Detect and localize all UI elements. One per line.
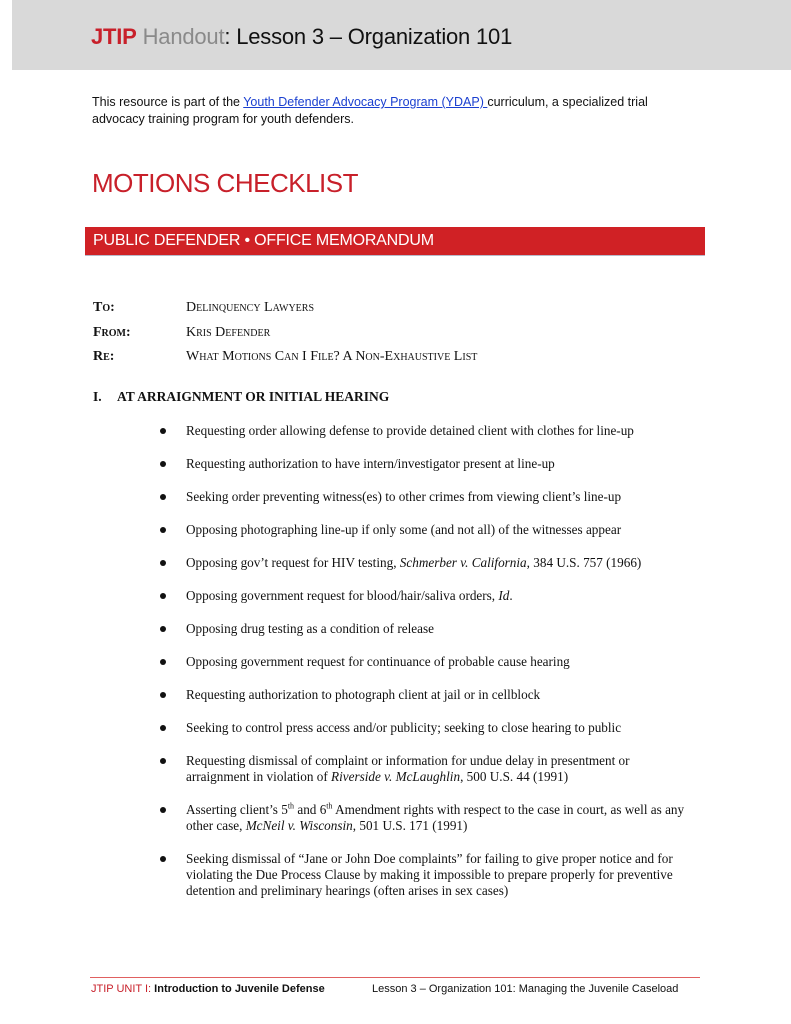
- memo-banner-text: PUBLIC DEFENDER • OFFICE MEMORANDUM: [93, 232, 434, 249]
- list-item-text: [186, 555, 696, 571]
- footer-lesson: Lesson 3 – Organization 101: Managing the Juvenile Caseload: [372, 983, 679, 995]
- footer-unit-label: JTIP UNIT I:: [91, 983, 155, 995]
- list-item-text: Seeking to control press access and/or publicity; seeking to close hearing to public: [186, 720, 622, 735]
- bullet-icon: [160, 626, 166, 632]
- bullet-icon: [160, 461, 166, 467]
- section-number: I.: [93, 389, 102, 404]
- intro-text-after: curriculum, a specialized trial advocacy training program for youth defenders.: [92, 95, 648, 126]
- bullet-icon: [160, 527, 166, 533]
- footer-unit-title: Introduction to Juvenile Defense: [154, 983, 325, 995]
- list-item-text: [186, 802, 696, 834]
- list-item-text: Requesting order allowing defense to provide detained client with clothes for line-up: [186, 423, 634, 438]
- section-heading: [93, 389, 389, 405]
- section-title: AT ARRAIGNMENT OR INITIAL HEARING: [117, 389, 390, 404]
- bullet-icon: [160, 725, 166, 731]
- header-separator: :: [224, 24, 231, 49]
- memo-to-value: Delinquency Lawyers: [186, 300, 315, 315]
- list-item-text: Requesting authorization to photograph client at jail or in cellblock: [186, 687, 541, 702]
- handout-label: Handout: [142, 24, 225, 49]
- intro-paragraph: [92, 94, 702, 128]
- case-citation: McNeil v. Wisconsin: [245, 818, 353, 833]
- list-item-text: Seeking order preventing witness(es) to other crimes from viewing client’s line-up: [186, 489, 622, 504]
- intro-text-before: This resource is part of the: [92, 95, 244, 109]
- list-item-text: Opposing drug testing as a condition of release: [186, 621, 434, 636]
- item-text: , 501 U.S. 171 (1991): [352, 818, 468, 833]
- bullet-icon: [160, 659, 166, 665]
- memo-to-label: To:: [93, 300, 115, 315]
- lesson-title: Lesson 3 – Organization 101: [230, 24, 513, 49]
- bullet-icon: [160, 593, 166, 599]
- list-item-text: Opposing photographing line-up if only some (and not all) of the witnesses appear: [186, 522, 622, 537]
- item-text: .: [509, 588, 513, 603]
- item-text: and 6: [294, 802, 327, 817]
- list-item-text: Requesting authorization to have intern/investigator present at line-up: [186, 456, 555, 471]
- memo-from-label: From:: [93, 325, 131, 340]
- bullet-icon: [160, 560, 166, 566]
- list-item-text: [186, 588, 696, 604]
- bullet-icon: [160, 428, 166, 434]
- footer-unit: [91, 983, 325, 995]
- list-item-text: [186, 753, 696, 785]
- bullet-icon: [160, 692, 166, 698]
- memo-banner: [85, 227, 705, 256]
- brand-jtip: JTIP: [91, 24, 137, 49]
- ordinal-suffix: th: [326, 801, 333, 811]
- ydap-link[interactable]: Youth Defender Advocacy Program (YDAP): [243, 95, 488, 109]
- memo-re-label: Re:: [93, 349, 115, 364]
- item-text: , 500 U.S. 44 (1991): [460, 769, 569, 784]
- memo-from-value: Kris Defender: [186, 325, 271, 340]
- bullet-icon: [160, 856, 166, 862]
- item-text: , 384 U.S. 757 (1966): [526, 555, 642, 570]
- document-title: MOTIONS CHECKLIST: [92, 168, 358, 198]
- bullet-icon: [160, 758, 166, 764]
- item-text: Requesting dismissal of complaint or information for undue delay in presentment or arraignment in violation of: [186, 753, 630, 784]
- item-text: Opposing gov’t request for HIV testing,: [186, 555, 400, 570]
- item-text: Opposing government request for blood/hair/saliva orders,: [186, 588, 499, 603]
- case-citation: Riverside v. McLaughlin: [331, 769, 461, 784]
- ordinal-suffix: th: [287, 801, 295, 811]
- case-citation: Schmerber v. California: [399, 555, 527, 570]
- item-text: Asserting client’s 5: [186, 802, 288, 817]
- bullet-icon: [160, 494, 166, 500]
- memo-re-value: What Motions Can I File? A Non-Exhaustive List: [186, 349, 478, 364]
- footer-divider: [90, 977, 700, 978]
- case-citation: Id: [498, 588, 510, 603]
- bullet-icon: [160, 807, 166, 813]
- list-item-text: Seeking dismissal of “Jane or John Doe complaints” for failing to give proper notice and for violating the Due Process Clause by making it impossible to prepare properly for preventive detention and preliminary hearings (often arises in sex cases): [186, 851, 673, 898]
- header-title: [91, 24, 512, 50]
- item-text: Amendment rights with respect to the case in court, as well as any other case,: [186, 802, 685, 833]
- list-item-text: Opposing government request for continuance of probable cause hearing: [186, 654, 570, 669]
